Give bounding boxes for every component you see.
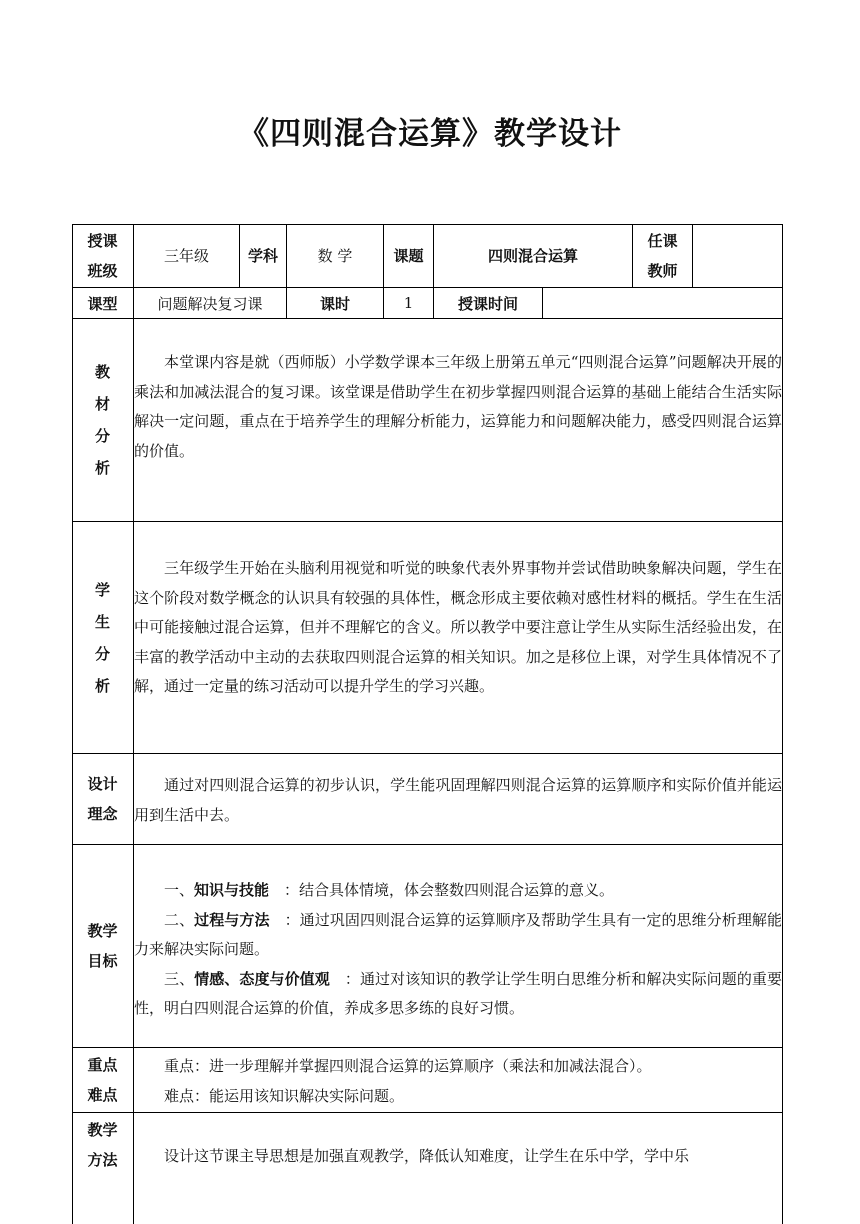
- goal-key: 情感、态度与价值观: [194, 969, 330, 988]
- lesson-plan-table: [72, 224, 783, 1224]
- teaching-goals-text: [134, 876, 782, 1024]
- key-points-text: [134, 1052, 782, 1111]
- student-analysis-label: [72, 522, 133, 753]
- goal-prefix: 二、: [164, 910, 195, 929]
- concept-paragraph: 通过对四则混合运算的初步认识，学生能巩固理解四则混合运算的运算顺序和实际价值并能运用到生活中去。: [134, 776, 782, 824]
- subject-value: 数 学: [317, 247, 353, 265]
- concept-label-line2: 理念: [87, 805, 118, 823]
- goal-key: 知识与技能: [194, 881, 270, 899]
- goal-text: ：通过对该知识的教学让学生明白思维分析和解决实际问题的重要性，明白四则混合运算的价值，养成多思多练的良好习惯。: [134, 969, 782, 1017]
- subject-label: 学科: [247, 247, 278, 265]
- time-value: [543, 288, 782, 318]
- class-label: [72, 224, 133, 287]
- material-label-char: 材: [94, 395, 110, 413]
- teaching-method-label: [72, 1113, 133, 1177]
- key-point: 重点：进一步理解并掌握四则混合运算的运算顺序（乘法和加减法混合）。: [164, 1057, 652, 1075]
- student-paragraph: 三年级学生开始在头脑利用视觉和听觉的映象代表外界事物并尝试借助映象解决问题，学生在这个阶段对数学概念的认识具有较强的具体性，概念形成主要依赖对感性材料的概括。学生在生活中可能接触过混合运算，但并不理解它的含义。所以教学中要注意让学生从实际生活经验出发，在丰富的教学活动中主动的去获取四则混合运算的相关知识。加之是移位上课，对学生具体情况不了解，通过一定量的练习活动可以提升学生的学习兴趣。: [134, 559, 782, 695]
- design-concept-text: [134, 771, 782, 830]
- material-paragraph: 本堂课内容是就（西师版）小学数学课本三年级上册第五单元“四则混合运算”问题解决开展的乘法和加减法混合的复习课。该堂课是借助学生在初步掌握四则混合运算的基础上能结合生活实际解决一定问题，重点在于培养学生的理解分析能力，运算能力和问题解决能力，感受四则混合运算的价值。: [134, 353, 782, 460]
- method-label-line1: 教学: [87, 1121, 118, 1139]
- topic-value: 四则混合运算: [487, 247, 578, 265]
- goal-prefix: 一、: [164, 881, 195, 899]
- concept-label-line1: 设计: [87, 775, 118, 793]
- goal-text: ：结合具体情境，体会整数四则混合运算的意义。: [269, 881, 615, 899]
- goal-prefix: 三、: [164, 969, 195, 988]
- class-value: 三年级: [163, 247, 209, 265]
- class-label-line2: 班级: [87, 261, 118, 280]
- design-concept-label: [72, 754, 133, 844]
- material-analysis-text: [134, 348, 782, 466]
- method-label-line2: 方法: [87, 1151, 118, 1169]
- goal-item: [134, 876, 782, 906]
- difficult-point: 难点：能运用该知识解决实际问题。: [164, 1086, 405, 1105]
- key-points-label: [72, 1048, 133, 1112]
- goal-item: [134, 906, 782, 965]
- teacher-label: [633, 224, 692, 287]
- material-label-char: 教: [94, 363, 110, 381]
- material-label-char: 分: [94, 427, 110, 445]
- student-label-char: 学: [94, 580, 110, 599]
- type-value: 问题解决复习课: [157, 294, 263, 313]
- page-title: 《四则混合运算》教学设计: [238, 116, 622, 152]
- material-label-char: 析: [94, 459, 110, 477]
- teacher-value: [693, 224, 782, 287]
- method-paragraph: 设计这节课主导思想是加强直观教学，降低认知难度，让学生在乐中学，学中乐: [164, 1147, 690, 1165]
- student-label-char: 分: [94, 644, 110, 663]
- teaching-method-text: [134, 1142, 782, 1172]
- goal-text: ：通过巩固四则混合运算的运算顺序及帮助学生具有一定的思维分析理解能力来解决实际问题。: [134, 910, 782, 958]
- time-label: 授课时间: [457, 294, 518, 313]
- keypoints-label-line2: 难点: [87, 1086, 118, 1104]
- topic-label: 课题: [393, 247, 424, 265]
- student-analysis-text: [134, 554, 782, 702]
- student-label-char: 生: [94, 612, 110, 631]
- student-label-char: 析: [94, 676, 110, 695]
- keypoints-label-line1: 重点: [87, 1056, 118, 1074]
- class-label-line1: 授课: [87, 231, 118, 250]
- teacher-label-line1: 任课: [647, 231, 678, 250]
- type-label: 课型: [87, 294, 118, 313]
- goal-item: [134, 965, 782, 1024]
- goals-label-line2: 目标: [87, 952, 118, 970]
- hours-value: 1: [403, 294, 414, 312]
- teacher-label-line2: 教师: [647, 261, 678, 280]
- goals-label-line1: 教学: [87, 922, 118, 940]
- teaching-goals-label: [72, 845, 133, 1047]
- material-analysis-label: [72, 319, 133, 521]
- hours-label: 课时: [319, 294, 350, 313]
- goal-key: 过程与方法: [194, 910, 270, 929]
